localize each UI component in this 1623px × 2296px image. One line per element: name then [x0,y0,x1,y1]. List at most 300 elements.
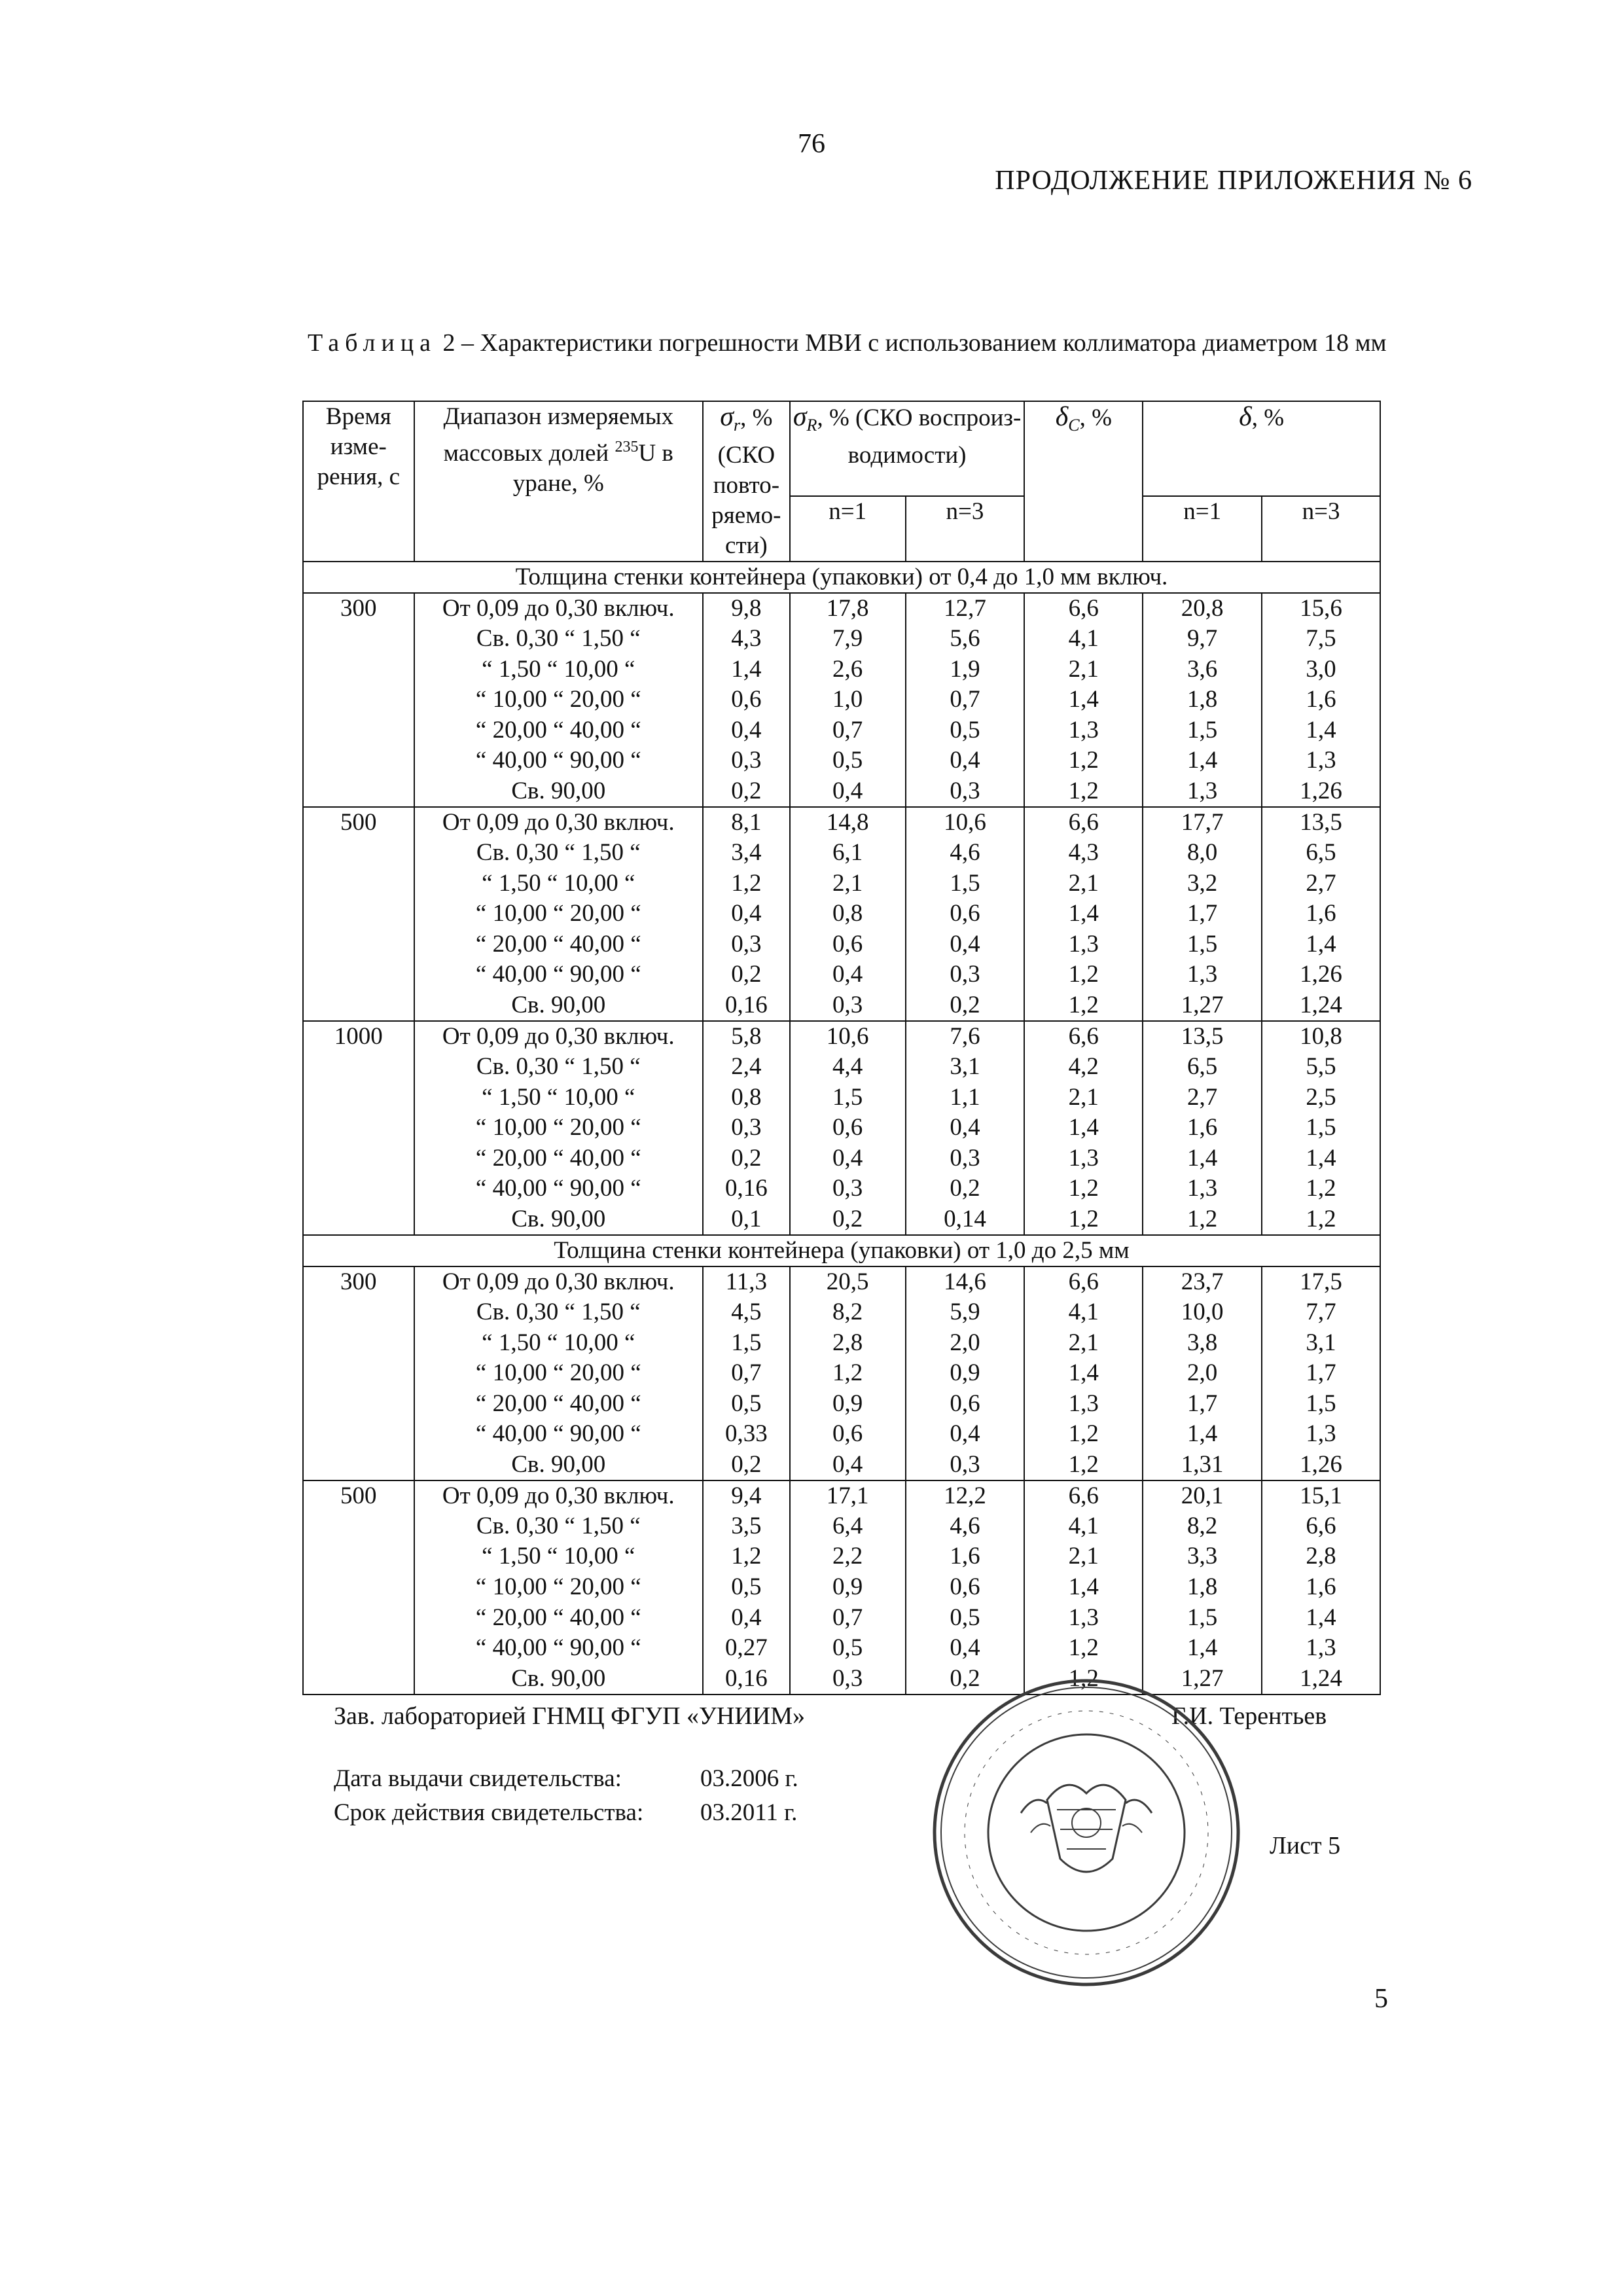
delta-c-cell: 6,6 [1024,807,1143,838]
delta-n1-cell: 1,4 [1143,1633,1262,1664]
range-cell: “ 10,00 “ 20,00 “ [414,1113,703,1143]
range-cell: От 0,09 до 0,30 включ. [414,1266,703,1297]
time-cell [303,1113,414,1143]
range-cell: Св. 90,00 [414,776,703,807]
sigma-R-n3-cell: 12,7 [906,593,1025,624]
delta-n3-cell: 1,5 [1262,1113,1380,1143]
delta-n3-cell: 1,24 [1262,990,1380,1021]
delta-n1-cell: 1,27 [1143,1664,1262,1695]
range-cell: “ 40,00 “ 90,00 “ [414,960,703,990]
sigma-R-n1-cell: 0,3 [790,990,906,1021]
sigma-r-subscript: r [734,416,741,435]
range-cell: “ 10,00 “ 20,00 “ [414,1358,703,1389]
time-cell: 1000 [303,1021,414,1052]
range-cell: Св. 0,30 “ 1,50 “ [414,1297,703,1328]
header-range-isotope: 235 [615,439,639,456]
table-row [303,685,1380,715]
time-cell [303,1297,414,1328]
delta-c-cell: 4,1 [1024,1511,1143,1542]
delta-n3-cell: 1,4 [1262,1603,1380,1634]
sigma-r-cell: 0,2 [703,776,790,807]
sigma-R-n1-cell: 2,2 [790,1541,906,1572]
delta-c-subscript: C [1068,416,1080,435]
section-heading-row [303,1235,1380,1266]
header-delta-c [1024,401,1143,562]
sigma-R-n1-cell: 0,6 [790,1113,906,1143]
range-cell: “ 20,00 “ 40,00 “ [414,929,703,960]
sigma-R-n3-cell: 0,6 [906,899,1025,929]
sigma-R-n3-cell: 0,2 [906,1664,1025,1695]
sigma-R-n1-cell: 0,3 [790,1664,906,1695]
header-n3-label: n=3 [946,498,984,526]
delta-c-cell: 4,2 [1024,1052,1143,1083]
sigma-R-n1-cell: 7,9 [790,624,906,655]
sigma-R-n3-cell: 2,0 [906,1328,1025,1359]
delta-n1-cell: 3,6 [1143,655,1262,685]
sigma-R-n1-cell: 6,4 [790,1511,906,1542]
sigma-R-n1-cell: 17,8 [790,593,906,624]
delta-n1-cell: 17,7 [1143,807,1262,838]
delta-n3-cell: 15,1 [1262,1480,1380,1511]
delta-n3-cell: 2,8 [1262,1541,1380,1572]
delta-c-symbol: δ [1055,402,1069,432]
sigma-r-cell: 0,3 [703,929,790,960]
range-cell: “ 10,00 “ 20,00 “ [414,899,703,929]
time-cell [303,1328,414,1359]
sigma-r-cell: 9,4 [703,1480,790,1511]
sigma-r-symbol: σ [720,402,734,432]
delta-n3-cell: 5,5 [1262,1052,1380,1083]
issue-date-value: 03.2006 г. [700,1765,798,1792]
table-row [303,929,1380,960]
table-caption-text: 2 – Характеристики погрешности МВИ с использованием коллиматора диаметром 18 мм [442,329,1387,357]
time-cell [303,1143,414,1174]
delta-n1-cell: 20,8 [1143,593,1262,624]
table-row [303,869,1380,899]
sigma-r-cell: 0,4 [703,715,790,746]
range-cell: От 0,09 до 0,30 включ. [414,1021,703,1052]
sigma-R-n3-cell: 0,2 [906,990,1025,1021]
table-row [303,1633,1380,1664]
range-cell: Св. 0,30 “ 1,50 “ [414,624,703,655]
sigma-R-n3-cell: 4,6 [906,838,1025,869]
header-range-element: U в уране, % [512,440,673,497]
table-row [303,990,1380,1021]
delta-c-cell: 1,3 [1024,929,1143,960]
sigma-R-n1-cell: 1,5 [790,1083,906,1113]
time-cell [303,745,414,776]
time-cell: 300 [303,1266,414,1297]
table-row [303,1266,1380,1297]
range-cell: Св. 90,00 [414,1664,703,1695]
time-cell [303,1664,414,1695]
sigma-R-n3-cell: 10,6 [906,807,1025,838]
delta-n1-cell: 1,3 [1143,960,1262,990]
time-cell [303,715,414,746]
delta-n3-cell: 1,4 [1262,715,1380,746]
sheet-number: Лист 5 [1270,1832,1341,1859]
table-row [303,655,1380,685]
delta-n1-cell: 13,5 [1143,1021,1262,1052]
range-cell: “ 1,50 “ 10,00 “ [414,1328,703,1359]
sigma-R-n3-cell: 1,5 [906,869,1025,899]
delta-n3-cell: 1,2 [1262,1174,1380,1204]
delta-n3-cell: 1,6 [1262,1572,1380,1603]
sigma-R-n3-cell: 3,1 [906,1052,1025,1083]
delta-n3-cell: 3,1 [1262,1328,1380,1359]
sigma-R-n1-cell: 2,6 [790,655,906,685]
delta-n1-cell: 3,3 [1143,1541,1262,1572]
delta-n3-cell: 2,5 [1262,1083,1380,1113]
sigma-R-n1-cell: 1,0 [790,685,906,715]
page-number-bottom: 5 [1374,1984,1388,2014]
sigma-R-n1-cell: 0,4 [790,1143,906,1174]
table-caption [308,327,1394,359]
delta-n3-cell: 15,6 [1262,593,1380,624]
delta-n1-cell: 1,31 [1143,1450,1262,1480]
time-cell [303,685,414,715]
time-cell [303,869,414,899]
sigma-R-n3-cell: 4,6 [906,1511,1025,1542]
delta-c-cell: 6,6 [1024,1021,1143,1052]
sigma-R-n1-cell: 0,8 [790,899,906,929]
table-row [303,1603,1380,1634]
delta-n1-cell: 8,0 [1143,838,1262,869]
delta-n3-cell: 6,6 [1262,1511,1380,1542]
delta-n1-cell: 3,8 [1143,1328,1262,1359]
delta-n1-cell: 3,2 [1143,869,1262,899]
delta-n3-cell: 13,5 [1262,807,1380,838]
range-cell: “ 10,00 “ 20,00 “ [414,685,703,715]
sigma-R-subscript: R [806,416,817,435]
range-cell: От 0,09 до 0,30 включ. [414,807,703,838]
delta-n1-cell: 9,7 [1143,624,1262,655]
delta-n1-cell: 1,6 [1143,1113,1262,1143]
delta-c-cell: 1,2 [1024,990,1143,1021]
delta-c-cell: 1,2 [1024,1450,1143,1480]
table-row [303,1052,1380,1083]
sigma-r-cell: 3,5 [703,1511,790,1542]
delta-n3-cell: 1,4 [1262,1143,1380,1174]
sigma-R-n3-cell: 12,2 [906,1480,1025,1511]
delta-n3-cell: 1,26 [1262,960,1380,990]
delta-c-cell: 1,2 [1024,745,1143,776]
delta-c-cell: 6,6 [1024,1266,1143,1297]
range-cell: “ 20,00 “ 40,00 “ [414,1143,703,1174]
delta-c-cell: 4,3 [1024,838,1143,869]
delta-n3-cell: 10,8 [1262,1021,1380,1052]
table-row [303,838,1380,869]
sigma-R-n1-cell: 2,1 [790,869,906,899]
sigma-R-n1-cell: 0,4 [790,776,906,807]
time-cell: 300 [303,593,414,624]
sigma-R-n1-cell: 6,1 [790,838,906,869]
header-delta-n1 [1143,496,1262,562]
section-heading: Толщина стенки контейнера (упаковки) от 1,0 до 2,5 мм [303,1235,1380,1266]
sigma-r-cell: 0,2 [703,960,790,990]
range-cell: “ 20,00 “ 40,00 “ [414,1389,703,1420]
header-range-label: Диапазон измеряемых массовых долей [443,403,674,467]
delta-n3-cell: 6,5 [1262,838,1380,869]
section-heading: Толщина стенки контейнера (упаковки) от 0,4 до 1,0 мм включ. [303,562,1380,593]
sigma-r-cell: 1,4 [703,655,790,685]
sigma-R-n1-cell: 8,2 [790,1297,906,1328]
table-row [303,1083,1380,1113]
sigma-R-n3-cell: 5,9 [906,1297,1025,1328]
delta-c-cell: 1,4 [1024,685,1143,715]
sigma-r-cell: 0,7 [703,1358,790,1389]
delta-c-cell: 2,1 [1024,655,1143,685]
sigma-r-cell: 3,4 [703,838,790,869]
sigma-R-n3-cell: 0,3 [906,776,1025,807]
range-cell: “ 1,50 “ 10,00 “ [414,655,703,685]
delta-n3-cell: 1,3 [1262,1419,1380,1450]
time-cell [303,624,414,655]
sigma-r-cell: 0,3 [703,745,790,776]
header-n1-label: n=1 [829,498,867,526]
delta-n3-cell: 1,3 [1262,745,1380,776]
time-cell [303,960,414,990]
sigma-r-cell: 4,3 [703,624,790,655]
sigma-R-symbol: σ [793,402,807,432]
header-sigma-R-n3 [906,496,1025,562]
sigma-R-n3-cell: 0,5 [906,1603,1025,1634]
delta-c-cell: 1,3 [1024,1143,1143,1174]
range-cell: Св. 90,00 [414,1450,703,1480]
delta-n3-cell: 7,5 [1262,624,1380,655]
time-cell [303,1358,414,1389]
sigma-R-n3-cell: 0,4 [906,1113,1025,1143]
delta-n1-cell: 1,5 [1143,715,1262,746]
sigma-R-n1-cell: 0,3 [790,1174,906,1204]
issue-date-row [334,1762,798,1796]
sigma-R-n3-cell: 0,4 [906,1633,1025,1664]
sigma-R-n1-cell: 0,6 [790,1419,906,1450]
table-row [303,899,1380,929]
table-row [303,960,1380,990]
delta-n3-cell: 1,7 [1262,1358,1380,1389]
delta-c-cell: 1,2 [1024,1174,1143,1204]
valid-until-label: Срок действия свидетельства: [334,1799,644,1826]
delta-c-cell: 2,1 [1024,1328,1143,1359]
delta-n1-cell: 2,7 [1143,1083,1262,1113]
range-cell: Св. 90,00 [414,1204,703,1235]
delta-n1-cell: 10,0 [1143,1297,1262,1328]
time-cell [303,1419,414,1450]
issue-date-label: Дата выдачи свидетельства: [334,1765,622,1792]
range-cell: От 0,09 до 0,30 включ. [414,593,703,624]
delta-c-label: , % [1079,404,1112,431]
delta-n1-cell: 1,7 [1143,899,1262,929]
range-cell: “ 1,50 “ 10,00 “ [414,1541,703,1572]
delta-c-cell: 1,4 [1024,1572,1143,1603]
range-cell: “ 40,00 “ 90,00 “ [414,1419,703,1450]
delta-n3-cell: 3,0 [1262,655,1380,685]
delta-n1-cell: 8,2 [1143,1511,1262,1542]
delta-n1-cell: 1,5 [1143,929,1262,960]
sigma-R-n3-cell: 0,9 [906,1358,1025,1389]
sigma-r-cell: 0,4 [703,899,790,929]
delta-c-cell: 1,3 [1024,715,1143,746]
header-delta [1143,401,1380,496]
table-row [303,1511,1380,1542]
delta-n1-cell: 1,8 [1143,685,1262,715]
range-cell: “ 10,00 “ 20,00 “ [414,1572,703,1603]
table-row [303,1572,1380,1603]
time-cell [303,1174,414,1204]
table-row [303,1450,1380,1480]
table-row [303,715,1380,746]
table-row [303,776,1380,807]
delta-c-cell: 2,1 [1024,1541,1143,1572]
table-row [303,1021,1380,1052]
delta-n3-cell: 2,7 [1262,869,1380,899]
delta-n3-cell: 1,6 [1262,685,1380,715]
time-cell [303,1052,414,1083]
delta-c-cell: 1,4 [1024,899,1143,929]
delta-c-cell: 2,1 [1024,869,1143,899]
sigma-r-cell: 0,33 [703,1419,790,1450]
delta-n3-cell: 1,6 [1262,899,1380,929]
delta-n3-cell: 1,26 [1262,776,1380,807]
sigma-r-cell: 2,4 [703,1052,790,1083]
table-row [303,1328,1380,1359]
delta-n3-cell: 1,2 [1262,1204,1380,1235]
header-sigma-R [790,401,1025,496]
table-row [303,1419,1380,1450]
sigma-R-n3-cell: 1,1 [906,1083,1025,1113]
table-row [303,1541,1380,1572]
header-time [303,401,414,562]
sigma-R-n3-cell: 0,6 [906,1389,1025,1420]
delta-c-cell: 4,1 [1024,624,1143,655]
table-row [303,1297,1380,1328]
delta-c-cell: 6,6 [1024,593,1143,624]
sigma-r-cell: 4,5 [703,1297,790,1328]
sigma-R-n3-cell: 0,4 [906,1419,1025,1450]
header-delta-n3 [1262,496,1380,562]
official-seal-stamp [916,1662,1257,2003]
delta-n1-cell: 1,4 [1143,1419,1262,1450]
sigma-R-n3-cell: 0,3 [906,960,1025,990]
range-cell: “ 20,00 “ 40,00 “ [414,715,703,746]
delta-n1-cell: 1,27 [1143,990,1262,1021]
time-cell: 500 [303,807,414,838]
time-cell [303,1633,414,1664]
header-sigma-R-n1 [790,496,906,562]
time-cell [303,1204,414,1235]
sigma-R-n3-cell: 0,4 [906,745,1025,776]
table-row [303,593,1380,624]
range-cell: “ 40,00 “ 90,00 “ [414,745,703,776]
delta-n1-cell: 1,8 [1143,1572,1262,1603]
time-cell [303,1541,414,1572]
sigma-R-n3-cell: 0,4 [906,929,1025,960]
delta-n3-cell: 1,26 [1262,1450,1380,1480]
delta-n3-cell: 17,5 [1262,1266,1380,1297]
range-cell: От 0,09 до 0,30 включ. [414,1480,703,1511]
time-cell [303,838,414,869]
delta-n1-cell: 1,3 [1143,776,1262,807]
sigma-R-n1-cell: 0,9 [790,1572,906,1603]
table-caption-label: Таблица [308,329,437,357]
time-cell: 500 [303,1480,414,1511]
sigma-r-cell: 0,16 [703,990,790,1021]
delta-n1-cell: 23,7 [1143,1266,1262,1297]
sigma-R-n1-cell: 1,2 [790,1358,906,1389]
delta-c-cell: 1,2 [1024,776,1143,807]
delta-c-cell: 1,4 [1024,1113,1143,1143]
header-sigma-r [703,401,790,562]
error-characteristics-table [302,401,1381,1695]
signatory-label: Зав. лабораторией ГНМЦ ФГУП «УНИИМ» [334,1702,806,1730]
sigma-r-cell: 0,8 [703,1083,790,1113]
delta-c-cell: 1,3 [1024,1603,1143,1634]
delta-label: , % [1251,404,1285,431]
header-delta-n3-label: n=3 [1302,498,1340,526]
time-cell [303,1511,414,1542]
sigma-r-cell: 8,1 [703,807,790,838]
range-cell: Св. 0,30 “ 1,50 “ [414,1511,703,1542]
table-row [303,1174,1380,1204]
header-range [414,401,703,562]
delta-c-cell: 1,3 [1024,1389,1143,1420]
sigma-R-n1-cell: 0,5 [790,745,906,776]
header-time-label: Время изме-рения, с [317,403,401,490]
delta-n1-cell: 1,2 [1143,1204,1262,1235]
sigma-r-cell: 0,5 [703,1572,790,1603]
delta-n3-cell: 7,7 [1262,1297,1380,1328]
sigma-R-n1-cell: 0,5 [790,1633,906,1664]
sigma-R-n1-cell: 14,8 [790,807,906,838]
sigma-r-cell: 0,6 [703,685,790,715]
time-cell [303,1572,414,1603]
time-cell [303,655,414,685]
sigma-r-cell: 1,2 [703,1541,790,1572]
sigma-R-n1-cell: 10,6 [790,1021,906,1052]
sigma-r-cell: 9,8 [703,593,790,624]
range-cell: Св. 0,30 “ 1,50 “ [414,1052,703,1083]
time-cell [303,1450,414,1480]
sigma-R-n3-cell: 0,6 [906,1572,1025,1603]
table-row [303,1389,1380,1420]
sigma-r-cell: 0,2 [703,1450,790,1480]
sigma-R-n1-cell: 0,7 [790,1603,906,1634]
time-cell [303,990,414,1021]
sigma-R-n1-cell: 0,9 [790,1389,906,1420]
time-cell [303,1603,414,1634]
range-cell: “ 40,00 “ 90,00 “ [414,1633,703,1664]
delta-n1-cell: 1,5 [1143,1603,1262,1634]
table-row [303,1480,1380,1511]
sigma-R-n1-cell: 0,2 [790,1204,906,1235]
delta-c-cell: 1,2 [1024,1664,1143,1695]
sigma-r-cell: 0,1 [703,1204,790,1235]
delta-c-cell: 1,2 [1024,960,1143,990]
sigma-r-cell: 0,27 [703,1633,790,1664]
sigma-R-label: , % (СКО воспроиз-водимости) [817,404,1022,469]
time-cell [303,899,414,929]
sigma-R-n1-cell: 0,6 [790,929,906,960]
sigma-R-n3-cell: 5,6 [906,624,1025,655]
sigma-r-cell: 5,8 [703,1021,790,1052]
table-row [303,745,1380,776]
sigma-R-n3-cell: 0,5 [906,715,1025,746]
section-heading-row [303,562,1380,593]
table-body [303,562,1380,1695]
delta-n3-cell: 1,24 [1262,1664,1380,1695]
delta-c-cell: 4,1 [1024,1297,1143,1328]
